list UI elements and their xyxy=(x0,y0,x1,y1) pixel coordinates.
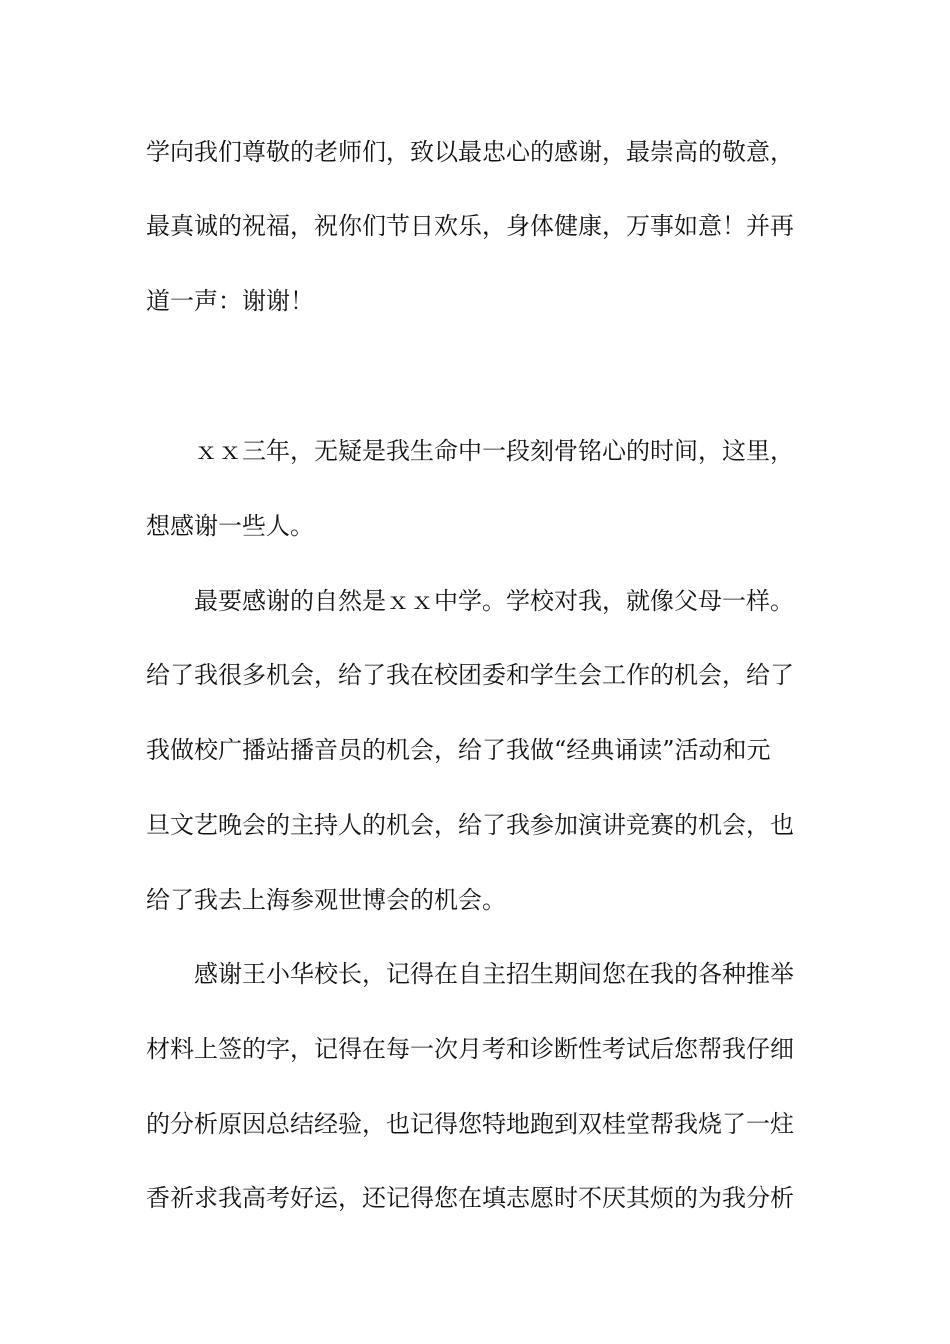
paragraph-3-line-3: 我做校广播站播音员的机会，给了我做“经典诵读”活动和元 xyxy=(146,736,771,764)
paragraph-3-line-4: 旦文艺晚会的主持人的机会，给了我参加演讲竞赛的机会，也 xyxy=(146,811,794,839)
paragraph-3-line-1: 最要感谢的自然是ｘｘ中学。学校对我，就像父母一样。 xyxy=(194,587,794,615)
paragraph-2-line-1: ｘｘ三年，无疑是我生命中一段刻骨铭心的时间，这里， xyxy=(194,437,794,465)
text-line-3: 道一声：谢谢！ xyxy=(146,287,314,315)
text-line-2: 最真诚的祝福，祝你们节日欢乐，身体健康，万事如意！并再 xyxy=(146,212,794,240)
text-line-1: 学向我们尊敬的老师们，致以最忠心的感谢，最崇高的敬意， xyxy=(146,138,794,166)
paragraph-4-line-2: 材料上签的字，记得在每一次月考和诊断性考试后您帮我仔细 xyxy=(146,1035,794,1063)
paragraph-4-line-3: 的分析原因总结经验，也记得您特地跑到双桂堂帮我烧了一炷 xyxy=(146,1110,794,1138)
paragraph-3-line-5: 给了我去上海参观世博会的机会。 xyxy=(146,886,506,914)
paragraph-4-line-1: 感谢王小华校长，记得在自主招生期间您在我的各种推举 xyxy=(194,960,794,988)
paragraph-3-line-2: 给了我很多机会，给了我在校团委和学生会工作的机会，给了 xyxy=(146,661,794,689)
paragraph-4-line-4: 香祈求我高考好运，还记得您在填志愿时不厌其烦的为我分析 xyxy=(146,1184,794,1212)
paragraph-2-line-2: 想感谢一些人。 xyxy=(146,512,314,540)
